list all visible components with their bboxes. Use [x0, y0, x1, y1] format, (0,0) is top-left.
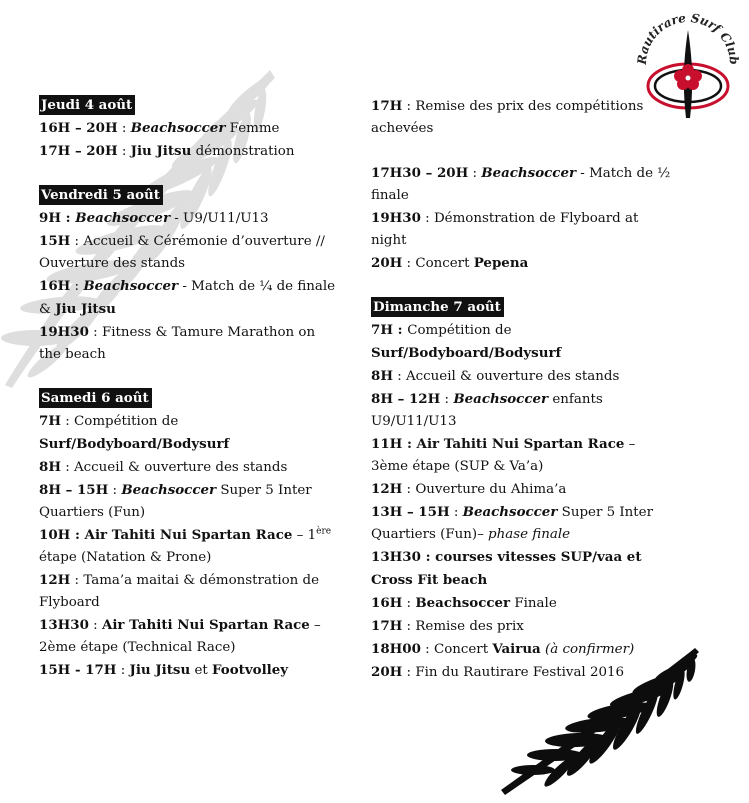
schedule-entry [371, 661, 671, 684]
entry-time: 7H : [371, 322, 408, 338]
entry-text: : [88, 618, 102, 633]
entry-text: : Accueil & ouverture des stands [60, 460, 288, 475]
entry-text: Femme [225, 121, 280, 136]
entry-text: Pepena [473, 255, 529, 271]
entry-time: 17H30 – 20H [371, 165, 469, 181]
entry-text: – 3ème étape (SUP & Va’a) [371, 437, 636, 474]
entry-text: Beachsoccer [130, 120, 226, 136]
schedule-entry [371, 433, 671, 478]
day-block [371, 95, 671, 140]
entry-text: Beachsoccer [415, 595, 511, 611]
entry-text: : [402, 596, 416, 611]
entry-time: 8H [39, 459, 61, 475]
schedule-entry [39, 140, 339, 163]
spacer [371, 275, 671, 297]
entry-text: Vairua [492, 641, 541, 657]
entry-text: : Remise des prix des compétitions achevées [371, 99, 644, 136]
schedule-entry [371, 365, 671, 388]
entry-time: 16H [371, 595, 403, 611]
entry-text: - Match de ½ finale [371, 166, 671, 203]
schedule-entry [39, 275, 339, 321]
entry-time: 17H [371, 618, 403, 634]
entry-text: Finale [510, 596, 557, 611]
day-header: Jeudi 4 août [39, 95, 135, 115]
entry-text: - U9/U11/U13 [170, 211, 269, 226]
entry-text: : Fitness & Tamure Marathon on the beach [39, 325, 316, 362]
entry-text: Surf/Bodyboard/Bodysurf [371, 345, 562, 361]
entry-time: 12H [371, 481, 403, 497]
schedule-entry [39, 614, 339, 659]
entry-text: démonstration [191, 144, 295, 159]
schedule-entry [39, 479, 339, 524]
entry-text: Beachsoccer [121, 482, 217, 498]
day-block-dimanche-7-aout [371, 297, 671, 684]
entry-time: 11H : Air Tahiti Nui Spartan Race [371, 436, 625, 452]
entry-time: 13H30 : courses vitesses SUP/vaa et Cross Fit beach [371, 549, 642, 588]
entry-text: : Démonstration de Flyboard at night [371, 211, 639, 248]
schedule-entry [371, 546, 671, 592]
entry-time: 19H30 [39, 324, 89, 340]
schedule-entry [371, 592, 671, 615]
entry-time: 13H – 15H [371, 504, 450, 520]
entry-time: 16H – 20H [39, 120, 118, 136]
entry-text: (à confirmer) [545, 642, 635, 657]
schedule-entry [39, 410, 339, 456]
entry-text: Footvolley [212, 662, 289, 678]
entry-time: 13H30 [39, 617, 89, 633]
spacer [371, 140, 671, 162]
day-header: Vendredi 5 août [39, 185, 163, 205]
schedule-entry [371, 162, 671, 207]
entry-time: 10H : Air Tahiti Nui Spartan Race [39, 527, 293, 543]
entry-time: 19H30 [371, 210, 421, 226]
entry-text: : Tama’a maitai & démonstration de Flyboard [39, 573, 320, 610]
entry-time: 20H [371, 664, 403, 680]
entry-text: ère [316, 526, 332, 537]
entry-text: – 2ème étape (Technical Race) [39, 618, 321, 655]
schedule-entry [39, 321, 339, 366]
schedule-entry [39, 524, 339, 569]
day-block-vendredi-5-aout [39, 185, 339, 366]
entry-text: : Ouverture du Ahima’a [402, 482, 567, 497]
entry-text: - Match de ¼ de finale & [39, 279, 336, 317]
entry-time: 15H - 17H [39, 662, 117, 678]
entry-text: : [440, 392, 454, 407]
entry-text: Beachsoccer [462, 504, 558, 520]
entry-text: – 1 [292, 528, 317, 543]
schedule-entry [371, 615, 671, 638]
entry-text: : [449, 505, 463, 520]
entry-time: 17H – 20H [39, 143, 118, 159]
schedule-entry [371, 252, 671, 275]
entry-text: : Concert [420, 642, 493, 657]
entry-text: Compétition de [407, 323, 512, 338]
schedule-entry [39, 659, 339, 682]
entry-time: 12H [39, 572, 71, 588]
entry-text: : Remise des prix [402, 619, 524, 634]
logo-text: Rautirare Surf Club [634, 10, 742, 66]
schedule-entry [371, 638, 671, 661]
entry-text: : [108, 483, 122, 498]
entry-time: 8H – 12H [371, 391, 441, 407]
schedule-entry [371, 388, 671, 433]
entry-time: 7H [39, 413, 61, 429]
schedule-entry [371, 478, 671, 501]
day-block-jeudi-4-aout [39, 95, 339, 163]
entry-time: 18H00 [371, 641, 421, 657]
entry-text: : Concert [402, 256, 474, 271]
schedule-entry [39, 456, 339, 479]
day-header: Dimanche 7 août [371, 297, 504, 317]
entry-text: Super 5 Inter Quartiers (Fun) [39, 483, 312, 520]
day-block [371, 162, 671, 275]
schedule-column-right [371, 95, 671, 684]
entry-text: : [116, 663, 130, 678]
schedule-entry [39, 569, 339, 614]
entry-text: Super 5 Inter Quartiers (Fun)– [371, 505, 653, 542]
entry-text: : Accueil & ouverture des stands [392, 369, 620, 384]
entry-text: : [70, 279, 84, 294]
entry-text: : [117, 121, 131, 136]
entry-time: 8H – 15H [39, 482, 109, 498]
entry-time: 15H [39, 233, 71, 249]
entry-text: Beachsoccer [481, 165, 577, 181]
entry-text: : Accueil & Cérémonie d’ouverture // Ouverture des stands [39, 234, 325, 271]
entry-text: : [468, 166, 482, 181]
schedule-entry [371, 95, 671, 140]
entry-time: 16H [39, 278, 71, 294]
entry-text: Jiu Jitsu [130, 143, 192, 159]
spacer [39, 163, 339, 185]
spacer [39, 366, 339, 388]
schedule-entry [371, 501, 671, 546]
schedule-entry [39, 117, 339, 140]
entry-text: phase finale [488, 527, 571, 542]
entry-time: 9H : [39, 210, 76, 226]
entry-text: Beachsoccer [453, 391, 549, 407]
schedule-entry [371, 319, 671, 365]
entry-time: 20H [371, 255, 403, 271]
schedule-entry [39, 230, 339, 275]
schedule-column-left [39, 95, 339, 682]
entry-text: Surf/Bodyboard/Bodysurf [39, 436, 230, 452]
day-header: Samedi 6 août [39, 388, 152, 408]
entry-text: : [117, 144, 131, 159]
entry-text: : Compétition de [60, 414, 179, 429]
entry-text: Jiu Jitsu [129, 662, 191, 678]
day-block-samedi-6-aout [39, 388, 339, 682]
schedule-entry [39, 207, 339, 230]
entry-text: étape (Natation & Prone) [39, 550, 212, 565]
entry-text: enfants U9/U11/U13 [371, 392, 603, 429]
entry-time: 8H [371, 368, 393, 384]
entry-text: : Fin du Rautirare Festival 2016 [402, 665, 625, 680]
entry-text: Air Tahiti Nui Spartan Race [101, 617, 310, 633]
schedule-entry [371, 207, 671, 252]
entry-text: Beachsoccer [83, 278, 179, 294]
entry-text: Jiu Jitsu [55, 301, 116, 317]
entry-text: Beachsoccer [75, 210, 171, 226]
entry-text: et [190, 663, 213, 678]
entry-time: 17H [371, 98, 403, 114]
